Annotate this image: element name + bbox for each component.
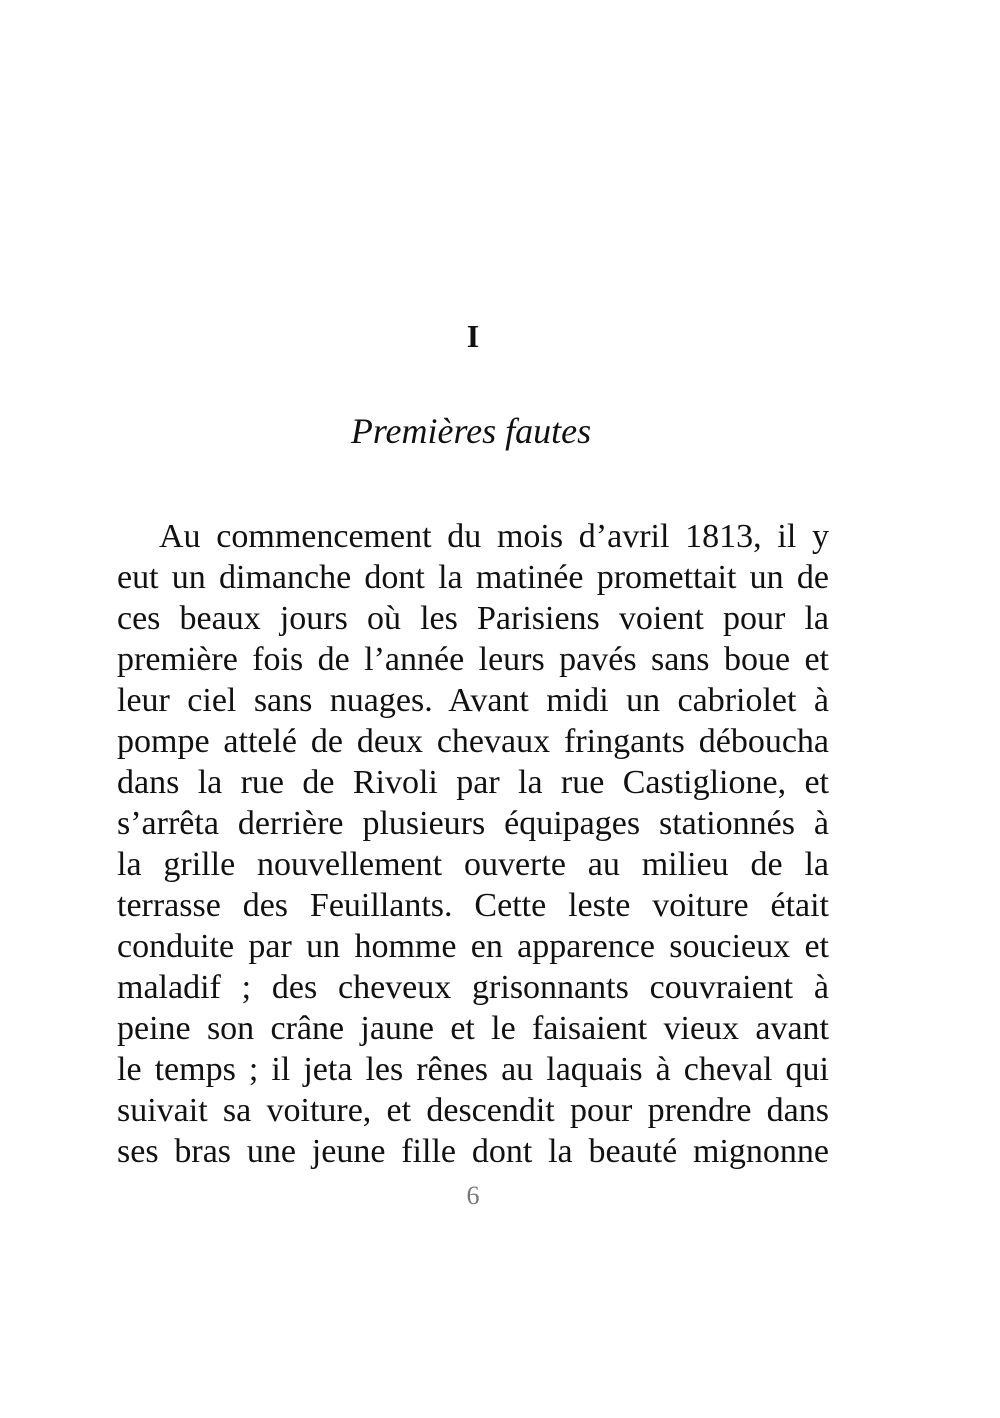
text-line: première fois de l’année leurs pavés sans boue et bbox=[117, 641, 829, 678]
body-paragraph bbox=[117, 516, 829, 1172]
text-line: Au commencement du mois d’avril 1813, il y bbox=[159, 518, 829, 555]
text-line: leur ciel sans nuages. Avant midi un cabriolet à bbox=[117, 682, 829, 719]
text-line: conduite par un homme en apparence soucieux et bbox=[117, 928, 829, 965]
chapter-title: Premières fautes bbox=[350, 411, 592, 451]
text-line: le temps ; il jeta les rênes au laquais à cheval qui bbox=[117, 1051, 829, 1088]
text-line: la grille nouvellement ouverte au milieu de la bbox=[117, 846, 829, 883]
text-line: pompe attelé de deux chevaux fringants déboucha bbox=[117, 723, 829, 760]
text-line: s’arrêta derrière plusieurs équipages stationnés à bbox=[117, 805, 829, 842]
chapter-number: I bbox=[466, 318, 480, 354]
text-line: ces beaux jours où les Parisiens voient pour la bbox=[117, 600, 829, 637]
text-line: ses bras une jeune fille dont la beauté mignonne bbox=[117, 1133, 829, 1170]
text-line: maladif ; des cheveux grisonnants couvraient à bbox=[117, 969, 829, 1006]
text-line: terrasse des Feuillants. Cette leste voiture était bbox=[117, 887, 829, 924]
text-line: suivait sa voiture, et descendit pour prendre dans bbox=[117, 1092, 829, 1129]
text-line: peine son crâne jaune et le faisaient vieux avant bbox=[117, 1010, 829, 1047]
text-line: dans la rue de Rivoli par la rue Castiglione, et bbox=[117, 764, 829, 801]
page-number: 6 bbox=[466, 1181, 480, 1210]
text-line: eut un dimanche dont la matinée promettait un de bbox=[117, 559, 829, 596]
